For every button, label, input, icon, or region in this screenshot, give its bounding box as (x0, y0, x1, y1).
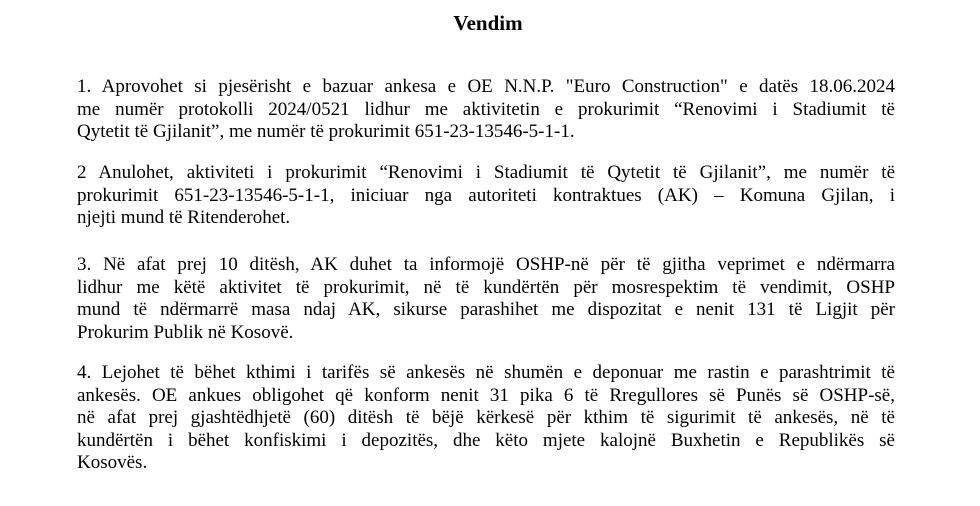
paragraph-line: mund të ndërmarrë masa ndaj AK, sikurse parashihet me dispozitat e nenit 131 të Ligjit për (77, 299, 895, 320)
paragraph-line: prokurimit 651-23-13546-5-1-1, iniciuar nga autoriteti kontraktues (AK) – Komuna Gjilan, i (77, 184, 895, 206)
decision-paragraph-3 (77, 254, 895, 344)
document-title: Vendim (453, 11, 523, 35)
decision-paragraph-1 (77, 76, 895, 144)
paragraph-line: 1. Aprovohet si pjesërisht e bazuar ankesa e OE N.N.P. "Euro Construction" e datës 18.06.2024 (77, 76, 895, 97)
decision-paragraph-2 (77, 162, 895, 230)
paragraph-line: lidhur me këtë aktivitet të prokurimit, në të kundërtën për mosrespektim të vendimit, OSHP (77, 276, 895, 298)
paragraph-line: 4. Lejohet të bëhet kthimi i tarifës së ankesës në shumën e deponuar me rastin e parashtrimit të (77, 362, 895, 383)
paragraph-line: me numër protokolli 2024/0521 lidhur me aktivitetin e prokurimit “Renovimi i Stadiumit të (77, 98, 895, 120)
paragraph-line: njejti mund të Ritenderohet. (77, 207, 291, 228)
decision-document (77, 0, 895, 473)
decision-paragraph-4 (77, 362, 895, 475)
paragraph-line: ankesës. OE ankues obligohet që konform nenit 31 pika 6 të Rregullores së Punës së OSHP-së, (77, 384, 895, 406)
paragraph-line: Kosovës. (77, 452, 148, 473)
paragraph-line: Prokurim Publik në Kosovë. (77, 321, 294, 343)
paragraph-line: 3. Në afat prej 10 ditësh, AK duhet ta informojë OSHP-në për të gjitha veprimet e ndërmarra (77, 254, 895, 275)
paragraph-line: 2 Anulohet, aktiviteti i prokurimit “Renovimi i Stadiumit të Qytetit të Gjilanit”, me numër të (77, 162, 895, 183)
paragraph-line: kundërtën i bëhet konfiskimi i depozitës, dhe këto mjete kalojnë Buxhetin e Republikës së (77, 429, 895, 451)
paragraph-line: Qytetit të Gjilanit”, me numër të prokurimit 651-23-13546-5-1-1. (77, 121, 575, 142)
paragraph-line: në afat prej gjashtëdhjetë (60) ditësh të bëjë kërkesë për kthim të sigurimit të ankesës, në të (77, 407, 895, 428)
